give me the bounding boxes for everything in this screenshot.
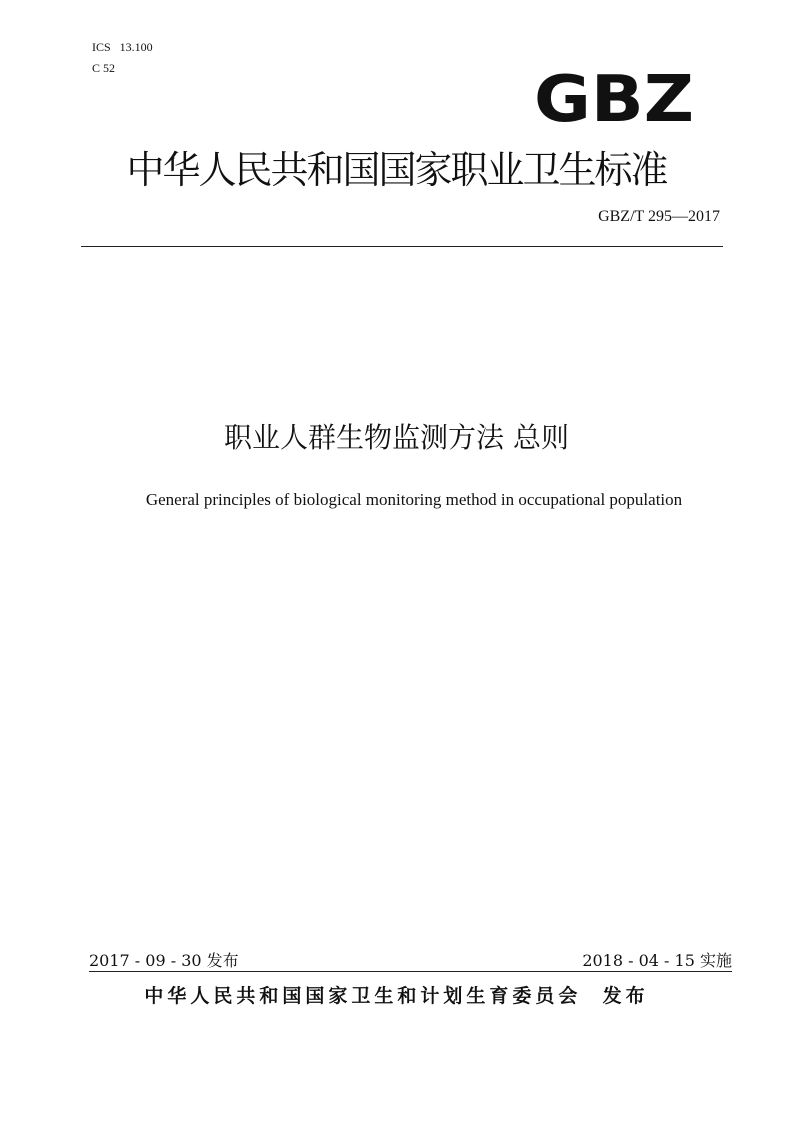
ics-code: ICS 13.100 <box>92 40 153 54</box>
standard-category-title: 中华人民共和国国家职业卫生标准 <box>126 148 667 192</box>
standard-number: GBZ/T 295—2017 <box>598 208 720 225</box>
gbz-logo-text: GBZ <box>534 66 694 126</box>
header-divider <box>81 246 723 247</box>
publisher: 中华人民共和国国家卫生和计划生育委员会 发布 <box>144 985 649 1007</box>
document-title-english: General principles of biological monitoring method in occupational population <box>145 490 683 509</box>
issue-date: 2017 - 09 - 30 发布 <box>89 951 239 970</box>
classification-code: C 52 <box>92 61 116 75</box>
footer-divider <box>89 971 732 972</box>
implementation-date: 2018 - 04 - 15 实施 <box>582 951 732 970</box>
document-title-chinese: 职业人群生物监测方法 总则 <box>224 421 569 454</box>
gbz-logo <box>530 66 698 126</box>
